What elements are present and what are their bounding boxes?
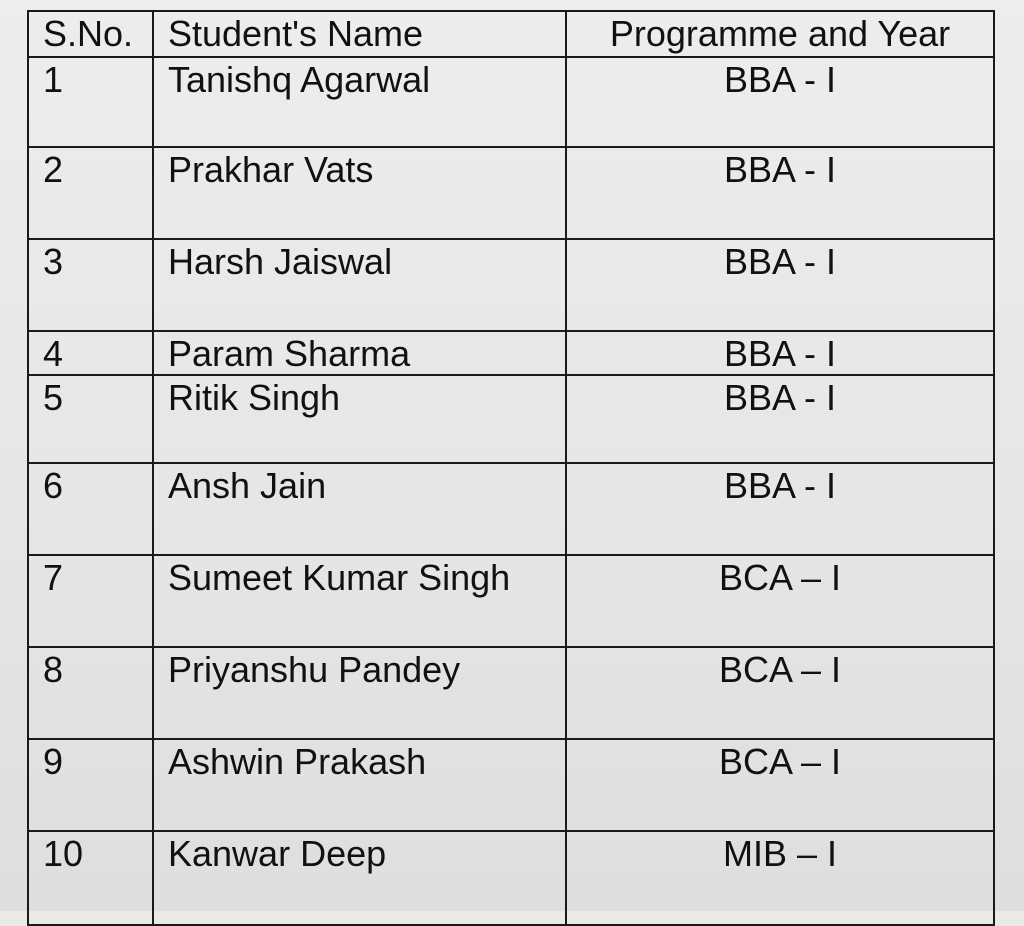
table-row — [28, 147, 994, 239]
table-row — [28, 57, 994, 147]
cell-sno: 2 — [28, 147, 153, 239]
header-programme-year: Programme and Year — [566, 11, 994, 57]
cell-programme: BBA - I — [566, 147, 994, 239]
cell-student-name: Prakhar Vats — [153, 147, 566, 239]
cell-sno: 5 — [28, 375, 153, 463]
table-row — [28, 647, 994, 739]
cell-sno: 8 — [28, 647, 153, 739]
cell-sno: 10 — [28, 831, 153, 925]
cell-programme: BCA – I — [566, 647, 994, 739]
cell-sno: 1 — [28, 57, 153, 147]
cell-programme: BBA - I — [566, 239, 994, 331]
cell-student-name: Sumeet Kumar Singh — [153, 555, 566, 647]
cell-student-name: Ritik Singh — [153, 375, 566, 463]
table-row — [28, 239, 994, 331]
table-row — [28, 739, 994, 831]
student-list-table — [27, 10, 995, 926]
cell-student-name: Param Sharma — [153, 331, 566, 375]
cell-student-name: Kanwar Deep — [153, 831, 566, 925]
cell-student-name: Priyanshu Pandey — [153, 647, 566, 739]
header-sno: S.No. — [28, 11, 153, 57]
cell-sno: 4 — [28, 331, 153, 375]
cell-programme: MIB – I — [566, 831, 994, 925]
cell-sno: 3 — [28, 239, 153, 331]
cell-programme: BCA – I — [566, 739, 994, 831]
header-student-name: Student's Name — [153, 11, 566, 57]
table-header — [28, 11, 994, 57]
cell-programme: BCA – I — [566, 555, 994, 647]
cell-programme: BBA - I — [566, 375, 994, 463]
header-row — [28, 11, 994, 57]
cell-student-name: Ashwin Prakash — [153, 739, 566, 831]
cell-student-name: Tanishq Agarwal — [153, 57, 566, 147]
table-row — [28, 555, 994, 647]
cell-sno: 6 — [28, 463, 153, 555]
cell-sno: 9 — [28, 739, 153, 831]
cell-programme: BBA - I — [566, 463, 994, 555]
cell-sno: 7 — [28, 555, 153, 647]
table-row — [28, 463, 994, 555]
cell-student-name: Harsh Jaiswal — [153, 239, 566, 331]
cell-programme: BBA - I — [566, 331, 994, 375]
cell-student-name: Ansh Jain — [153, 463, 566, 555]
table-row — [28, 331, 994, 375]
table-row — [28, 375, 994, 463]
table-body — [28, 57, 994, 925]
cell-programme: BBA - I — [566, 57, 994, 147]
